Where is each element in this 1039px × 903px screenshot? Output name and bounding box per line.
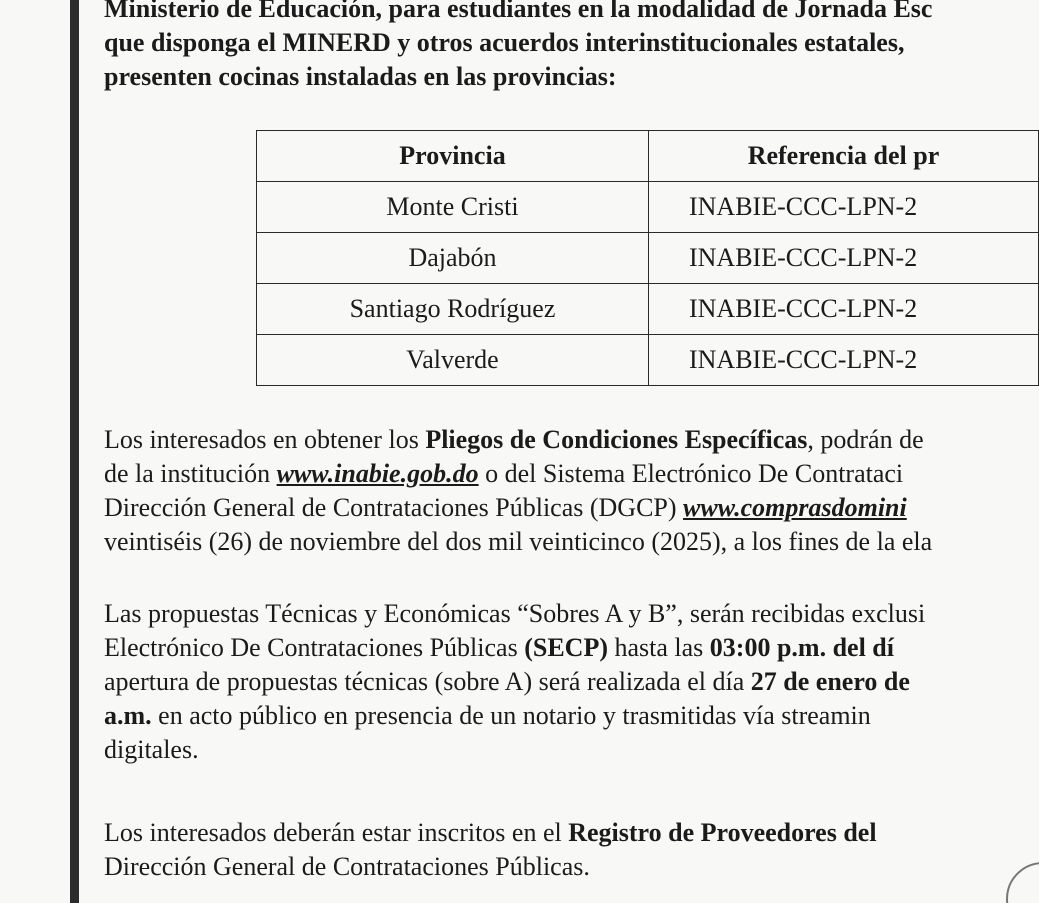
table-row bbox=[257, 233, 1039, 284]
inabie-link[interactable]: www.inabie.gob.do bbox=[276, 459, 479, 488]
opening-date: 27 de enero de bbox=[750, 667, 910, 696]
propuestas-line-1: Las propuestas Técnicas y Económicas “Sobres A y B”, serán recibidas exclusi bbox=[104, 599, 926, 628]
propuestas-line-3 bbox=[104, 665, 925, 699]
propuestas-line-5: digitales. bbox=[104, 735, 199, 764]
pliegos-line-1 bbox=[104, 423, 932, 457]
propuestas-paragraph bbox=[104, 597, 925, 767]
text-run: Los interesados en obtener los bbox=[104, 425, 426, 454]
intro-line-3: presenten cocinas instaladas en las provincias: bbox=[104, 62, 617, 91]
text-run: Electrónico De Contrataciones Públicas bbox=[104, 633, 525, 662]
registro-paragraph bbox=[104, 816, 877, 884]
reference-cell: INABIE-CCC-LPN-2 bbox=[649, 233, 1039, 284]
page-left-border bbox=[70, 0, 79, 903]
provinces-table bbox=[256, 130, 1039, 386]
propuestas-line-2 bbox=[104, 631, 925, 665]
compras-link[interactable]: www.comprasdomini bbox=[683, 493, 907, 522]
pliegos-line-4: veintiséis (26) de noviembre del dos mil veinticinco (2025), a los fines de la ela bbox=[104, 527, 933, 556]
header-provincia: Provincia bbox=[257, 131, 649, 182]
pliegos-paragraph bbox=[104, 423, 932, 559]
province-cell: Monte Cristi bbox=[257, 182, 649, 233]
reference-cell: INABIE-CCC-LPN-2 bbox=[649, 335, 1039, 386]
pliegos-line-3 bbox=[104, 491, 932, 525]
province-cell: Santiago Rodríguez bbox=[257, 284, 649, 335]
registro-line-1 bbox=[104, 816, 877, 850]
registro-line-2: Dirección General de Contrataciones Públicas. bbox=[104, 852, 590, 881]
propuestas-line-4 bbox=[104, 699, 925, 733]
deadline-term: 03:00 p.m. del dí bbox=[709, 633, 894, 662]
text-run: o del Sistema Electrónico De Contrataci bbox=[478, 459, 904, 488]
text-run: en acto público en presencia de un notario y trasmitidas vía streamin bbox=[151, 701, 871, 730]
province-cell: Dajabón bbox=[257, 233, 649, 284]
text-run: de la institución bbox=[104, 459, 277, 488]
province-cell: Valverde bbox=[257, 335, 649, 386]
seal-stamp bbox=[1006, 862, 1039, 903]
table-row bbox=[257, 335, 1039, 386]
pliegos-term: Pliegos de Condiciones Específicas bbox=[425, 425, 808, 454]
text-run: Dirección General de Contrataciones Públicas (DGCP) bbox=[104, 493, 684, 522]
text-run: hasta las bbox=[607, 633, 710, 662]
intro-paragraph bbox=[104, 0, 932, 94]
registro-term: Registro de Proveedores del bbox=[568, 818, 877, 847]
intro-line-2: que disponga el MINERD y otros acuerdos interinstitucionales estatales, bbox=[104, 28, 905, 57]
table-row bbox=[257, 182, 1039, 233]
reference-cell: INABIE-CCC-LPN-2 bbox=[649, 182, 1039, 233]
intro-line-1: Ministerio de Educación, para estudiantes en la modalidad de Jornada Esc bbox=[104, 0, 933, 23]
opening-time: a.m. bbox=[104, 701, 152, 730]
table-row bbox=[257, 284, 1039, 335]
header-referencia: Referencia del pr bbox=[649, 131, 1039, 182]
text-run: Los interesados deberán estar inscritos en el bbox=[104, 818, 569, 847]
text-run: , podrán de bbox=[807, 425, 924, 454]
reference-cell: INABIE-CCC-LPN-2 bbox=[649, 284, 1039, 335]
secp-term: (SECP) bbox=[524, 633, 608, 662]
table-header-row bbox=[257, 131, 1039, 182]
text-run: apertura de propuestas técnicas (sobre A) será realizada el día bbox=[104, 667, 751, 696]
pliegos-line-2 bbox=[104, 457, 932, 491]
